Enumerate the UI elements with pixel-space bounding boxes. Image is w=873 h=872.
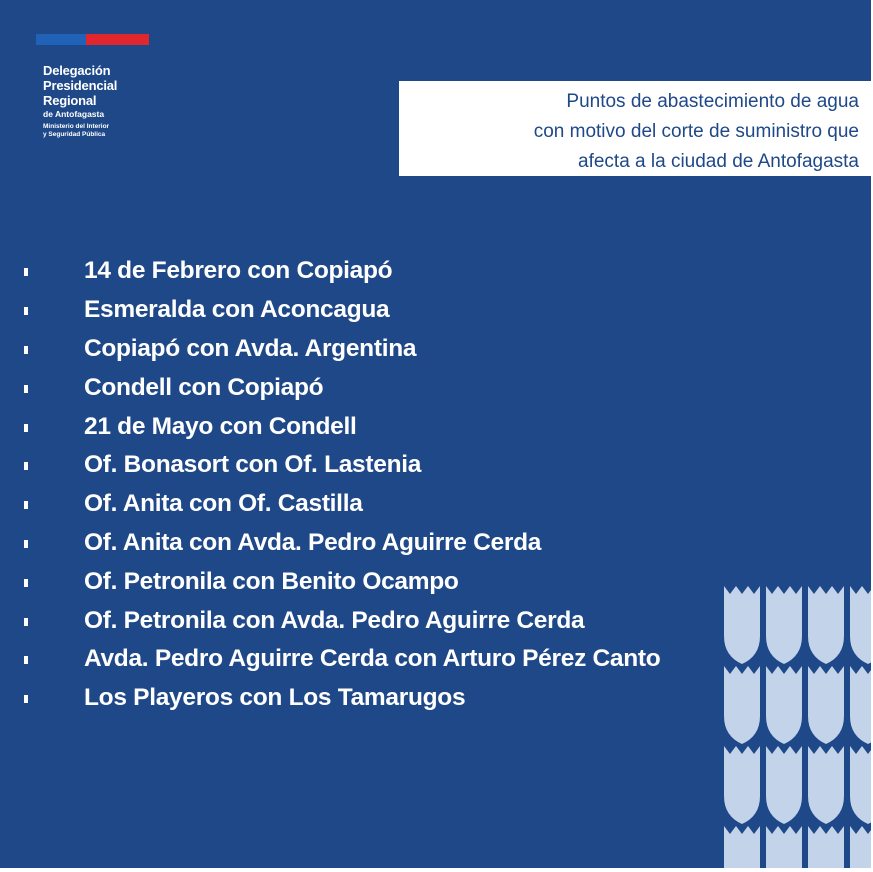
flag-blue-bar xyxy=(36,34,86,45)
title-line-1: Puntos de abastecimiento de agua xyxy=(566,91,859,112)
point-text: Esmeralda con Aconcagua xyxy=(84,296,390,324)
point-text: Avda. Pedro Aguirre Cerda con Arturo Pérez Canto xyxy=(84,645,661,673)
list-item xyxy=(24,407,660,446)
title-line-2: con motivo del corte de suministro que xyxy=(533,121,859,142)
supply-points-list xyxy=(24,252,660,718)
list-item xyxy=(24,291,660,330)
logo-line-3: Regional xyxy=(43,93,97,108)
list-item xyxy=(24,524,660,563)
list-item xyxy=(24,252,660,291)
chile-flag-stripe xyxy=(36,34,149,45)
list-item xyxy=(24,446,660,485)
bullet-icon xyxy=(24,346,28,354)
point-text: Copiapó con Avda. Argentina xyxy=(84,334,417,362)
list-item xyxy=(24,485,660,524)
list-item xyxy=(24,368,660,407)
logo-line-2: Presidencial xyxy=(43,78,118,93)
bullet-icon xyxy=(24,462,28,470)
point-text: Condell con Copiapó xyxy=(84,373,324,401)
logo-line-1: Delegación xyxy=(43,63,111,78)
point-text: 21 de Mayo con Condell xyxy=(84,412,357,440)
point-text: Of. Petronila con Benito Ocampo xyxy=(84,567,459,595)
tulip-pattern-icon xyxy=(722,586,871,868)
bullet-icon xyxy=(24,385,28,393)
delegation-logo xyxy=(43,63,117,139)
point-text: Los Playeros con Los Tamarugos xyxy=(84,684,466,712)
list-item xyxy=(24,601,660,640)
point-text: Of. Petronila con Avda. Pedro Aguirre Cerda xyxy=(84,606,585,634)
list-item xyxy=(24,562,660,601)
point-text: Of. Anita con Avda. Pedro Aguirre Cerda xyxy=(84,528,542,556)
logo-ministry-1: Ministerio del Interior xyxy=(43,123,110,130)
bullet-icon xyxy=(24,501,28,509)
bullet-icon xyxy=(24,695,28,703)
flag-red-bar xyxy=(86,34,149,45)
bullet-icon xyxy=(24,579,28,587)
bullet-icon xyxy=(24,618,28,626)
list-item xyxy=(24,679,660,718)
point-text: Of. Anita con Of. Castilla xyxy=(84,490,363,518)
list-item xyxy=(24,640,660,679)
bullet-icon xyxy=(24,424,28,432)
point-text: 14 de Febrero con Copiapó xyxy=(84,257,393,285)
bullet-icon xyxy=(24,268,28,276)
bullet-icon xyxy=(24,307,28,315)
bullet-icon xyxy=(24,656,28,664)
title-line-3: afecta a la ciudad de Antofagasta xyxy=(578,151,859,172)
point-text: Of. Bonasort con Of. Lastenia xyxy=(84,451,422,479)
logo-ministry-2: y Seguridad Pública xyxy=(43,131,106,138)
bullet-icon xyxy=(24,540,28,548)
logo-region: de Antofagasta xyxy=(43,109,105,119)
list-item xyxy=(24,330,660,369)
title-box xyxy=(399,81,871,176)
